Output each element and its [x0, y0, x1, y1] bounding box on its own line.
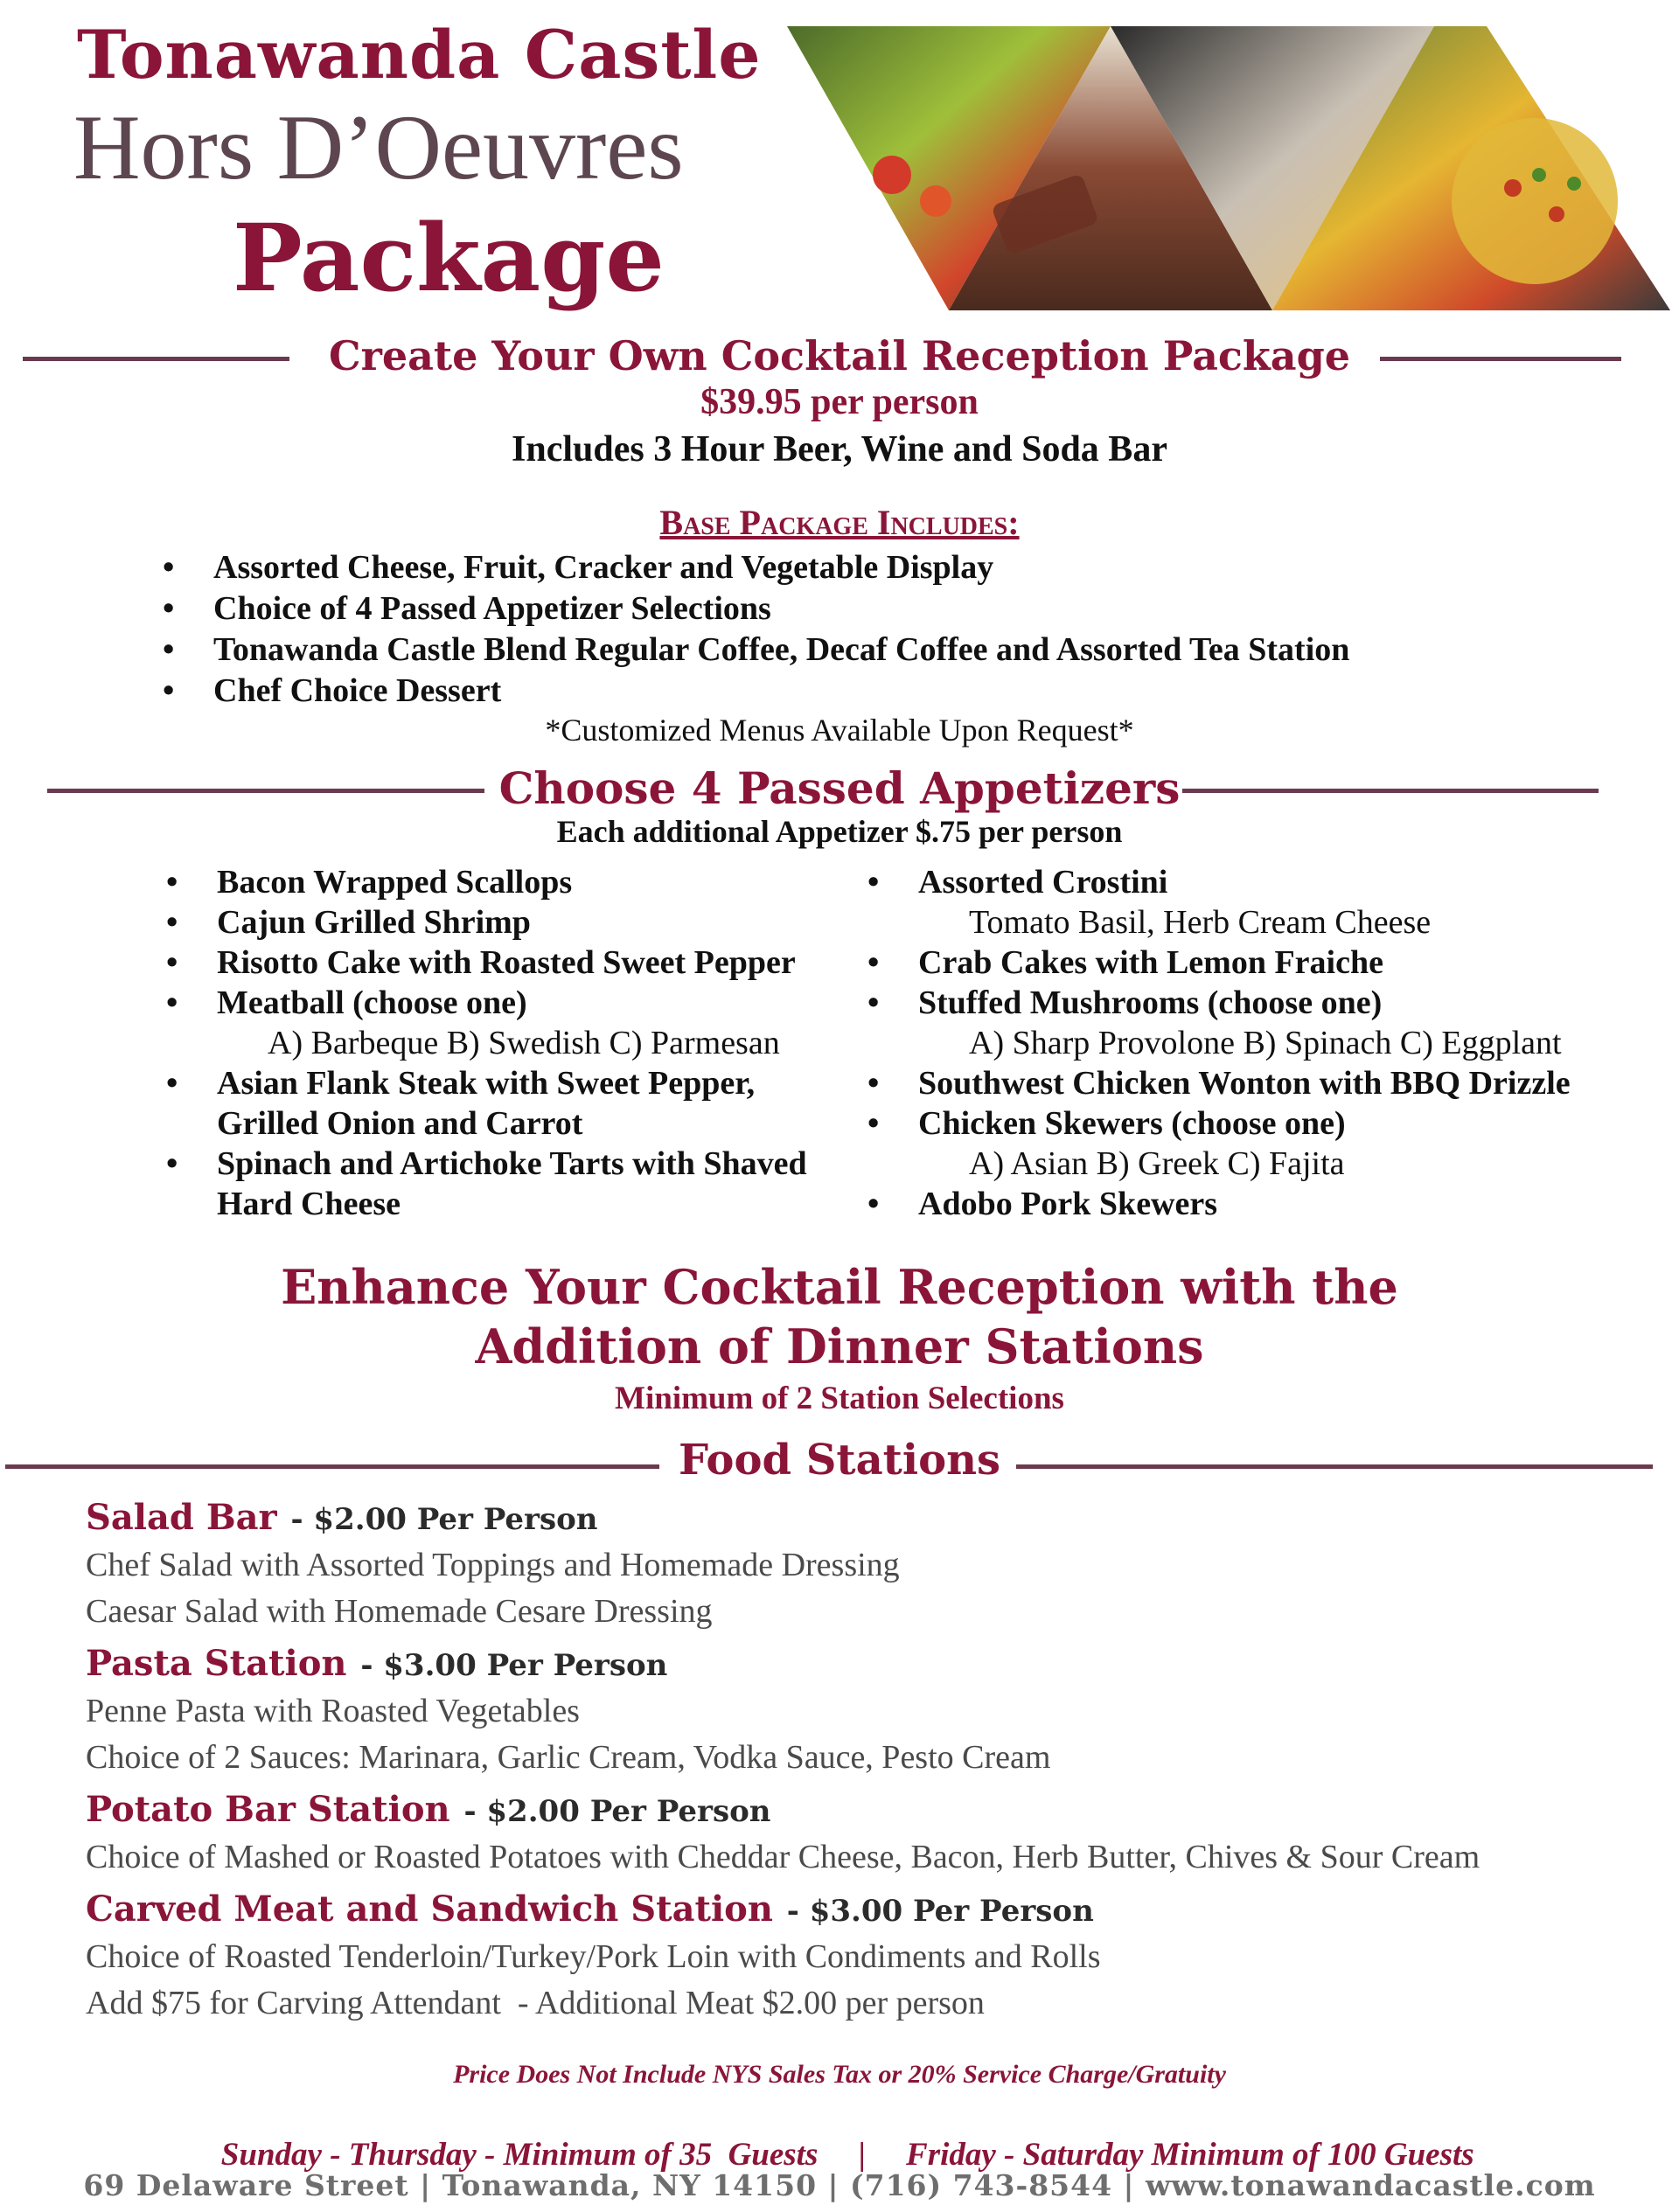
station-line: Caesar Salad with Homemade Cesare Dressing [86, 1593, 713, 1630]
customized-menus-note: *Customized Menus Available Upon Request* [545, 713, 1134, 748]
list-item: • Risotto Cake with Roasted Sweet Pepper [166, 944, 796, 981]
page-subtitle: Package [233, 203, 665, 312]
station-pasta: Pasta Station - $3.00 Per Person [86, 1643, 668, 1684]
food-stations-heading: Food Stations [678, 1436, 1001, 1485]
weekday-minimum: Sunday - Thursday - Minimum of 35 Guests [220, 2137, 819, 2173]
station-potato-bar: Potato Bar Station - $2.00 Per Person [86, 1789, 771, 1830]
station-carved-meat: Carved Meat and Sandwich Station - $3.00 Per Person [86, 1889, 1094, 1930]
enhance-heading-line2: Addition of Dinner Stations [475, 1318, 1204, 1374]
list-item: • Assorted Crostini Tomato Basil, Herb Cream Cheese [867, 864, 1432, 941]
base-package-heading: Base Package Includes: [659, 503, 1020, 542]
list-item: • Chicken Skewers (choose one) A) Asian B) Greek C) Fajita [867, 1105, 1346, 1182]
reception-heading: Create Your Own Cocktail Reception Package [328, 332, 1351, 379]
list-item: • Spinach and Artichoke Tarts with Shaved Hard Cheese [166, 1145, 807, 1222]
station-line: Chef Salad with Assorted Toppings and Homemade Dressing [86, 1547, 900, 1583]
enhance-heading-line1: Enhance Your Cocktail Reception with the [281, 1259, 1398, 1315]
list-item: • Choice of 4 Passed Appetizer Selections [163, 590, 771, 627]
station-salad-bar: Salad Bar - $2.00 Per Person [86, 1497, 598, 1538]
base-package-list [163, 547, 1350, 712]
station-line: Choice of Mashed or Roasted Potatoes with Cheddar Cheese, Bacon, Herb Butter, Chives & Sour Cream [86, 1839, 1480, 1875]
list-item: • Crab Cakes with Lemon Fraiche [867, 944, 1383, 981]
list-item: • Cajun Grilled Shrimp [166, 904, 531, 941]
footer-address: 69 Delaware Street | Tonawanda, NY 14150 | (716) 743-8544 | www.tonawandacastle.com [83, 2168, 1596, 2202]
weekend-minimum: Friday - Saturday Minimum of 100 Guests [906, 2137, 1474, 2173]
appetizers-left-list [166, 862, 864, 1224]
station-line: Penne Pasta with Roasted Vegetables [86, 1693, 580, 1729]
list-item: • Meatball (choose one) A) Barbeque B) Swedish C) Parmesan [166, 984, 780, 1061]
additional-appetizer-note: Each additional Appetizer $.75 per person [556, 814, 1123, 849]
list-item: • Adobo Pork Skewers [867, 1186, 1218, 1222]
guest-minimums [0, 2098, 1679, 2174]
station-line: Choice of 2 Sauces: Marinara, Garlic Cream, Vodka Sauce, Pesto Cream [86, 1739, 1051, 1776]
list-item: • Southwest Chicken Wonton with BBQ Drizzle [867, 1065, 1571, 1102]
list-item: • Chef Choice Dessert [163, 672, 502, 709]
food-stations-list [86, 1497, 1651, 2030]
photo-collage [787, 26, 1670, 315]
station-line: Choice of Roasted Tenderloin/Turkey/Pork Loin with Condiments and Rolls [86, 1938, 1101, 1975]
appetizers-right-list [867, 862, 1670, 1224]
list-item: • Assorted Cheese, Fruit, Cracker and Vegetable Display [163, 549, 994, 586]
page-title: Hors D’Oeuvres [73, 96, 684, 198]
separator: | [858, 2137, 866, 2173]
list-item: • Tonawanda Castle Blend Regular Coffee, Decaf Coffee and Assorted Tea Station [163, 631, 1350, 668]
tax-note: Price Does Not Include NYS Sales Tax or 20% Service Charge/Gratuity [453, 2060, 1226, 2089]
price-per-person: $39.95 per person [700, 382, 979, 422]
list-item: • Asian Flank Steak with Sweet Pepper, Grilled Onion and Carrot [166, 1065, 756, 1142]
appetizers-heading: Choose 4 Passed Appetizers [498, 762, 1181, 814]
list-item: • Bacon Wrapped Scallops [166, 864, 573, 901]
station-line: Add $75 for Carving Attendant - Additional Meat $2.00 per person [86, 1985, 985, 2021]
bar-info: Includes 3 Hour Beer, Wine and Soda Bar [512, 429, 1167, 470]
list-item: • Stuffed Mushrooms (choose one) A) Sharp Provolone B) Spinach C) Eggplant [867, 984, 1562, 1061]
station-minimum: Minimum of 2 Station Selections [615, 1381, 1064, 1416]
brand-name: Tonawanda Castle [77, 16, 762, 94]
